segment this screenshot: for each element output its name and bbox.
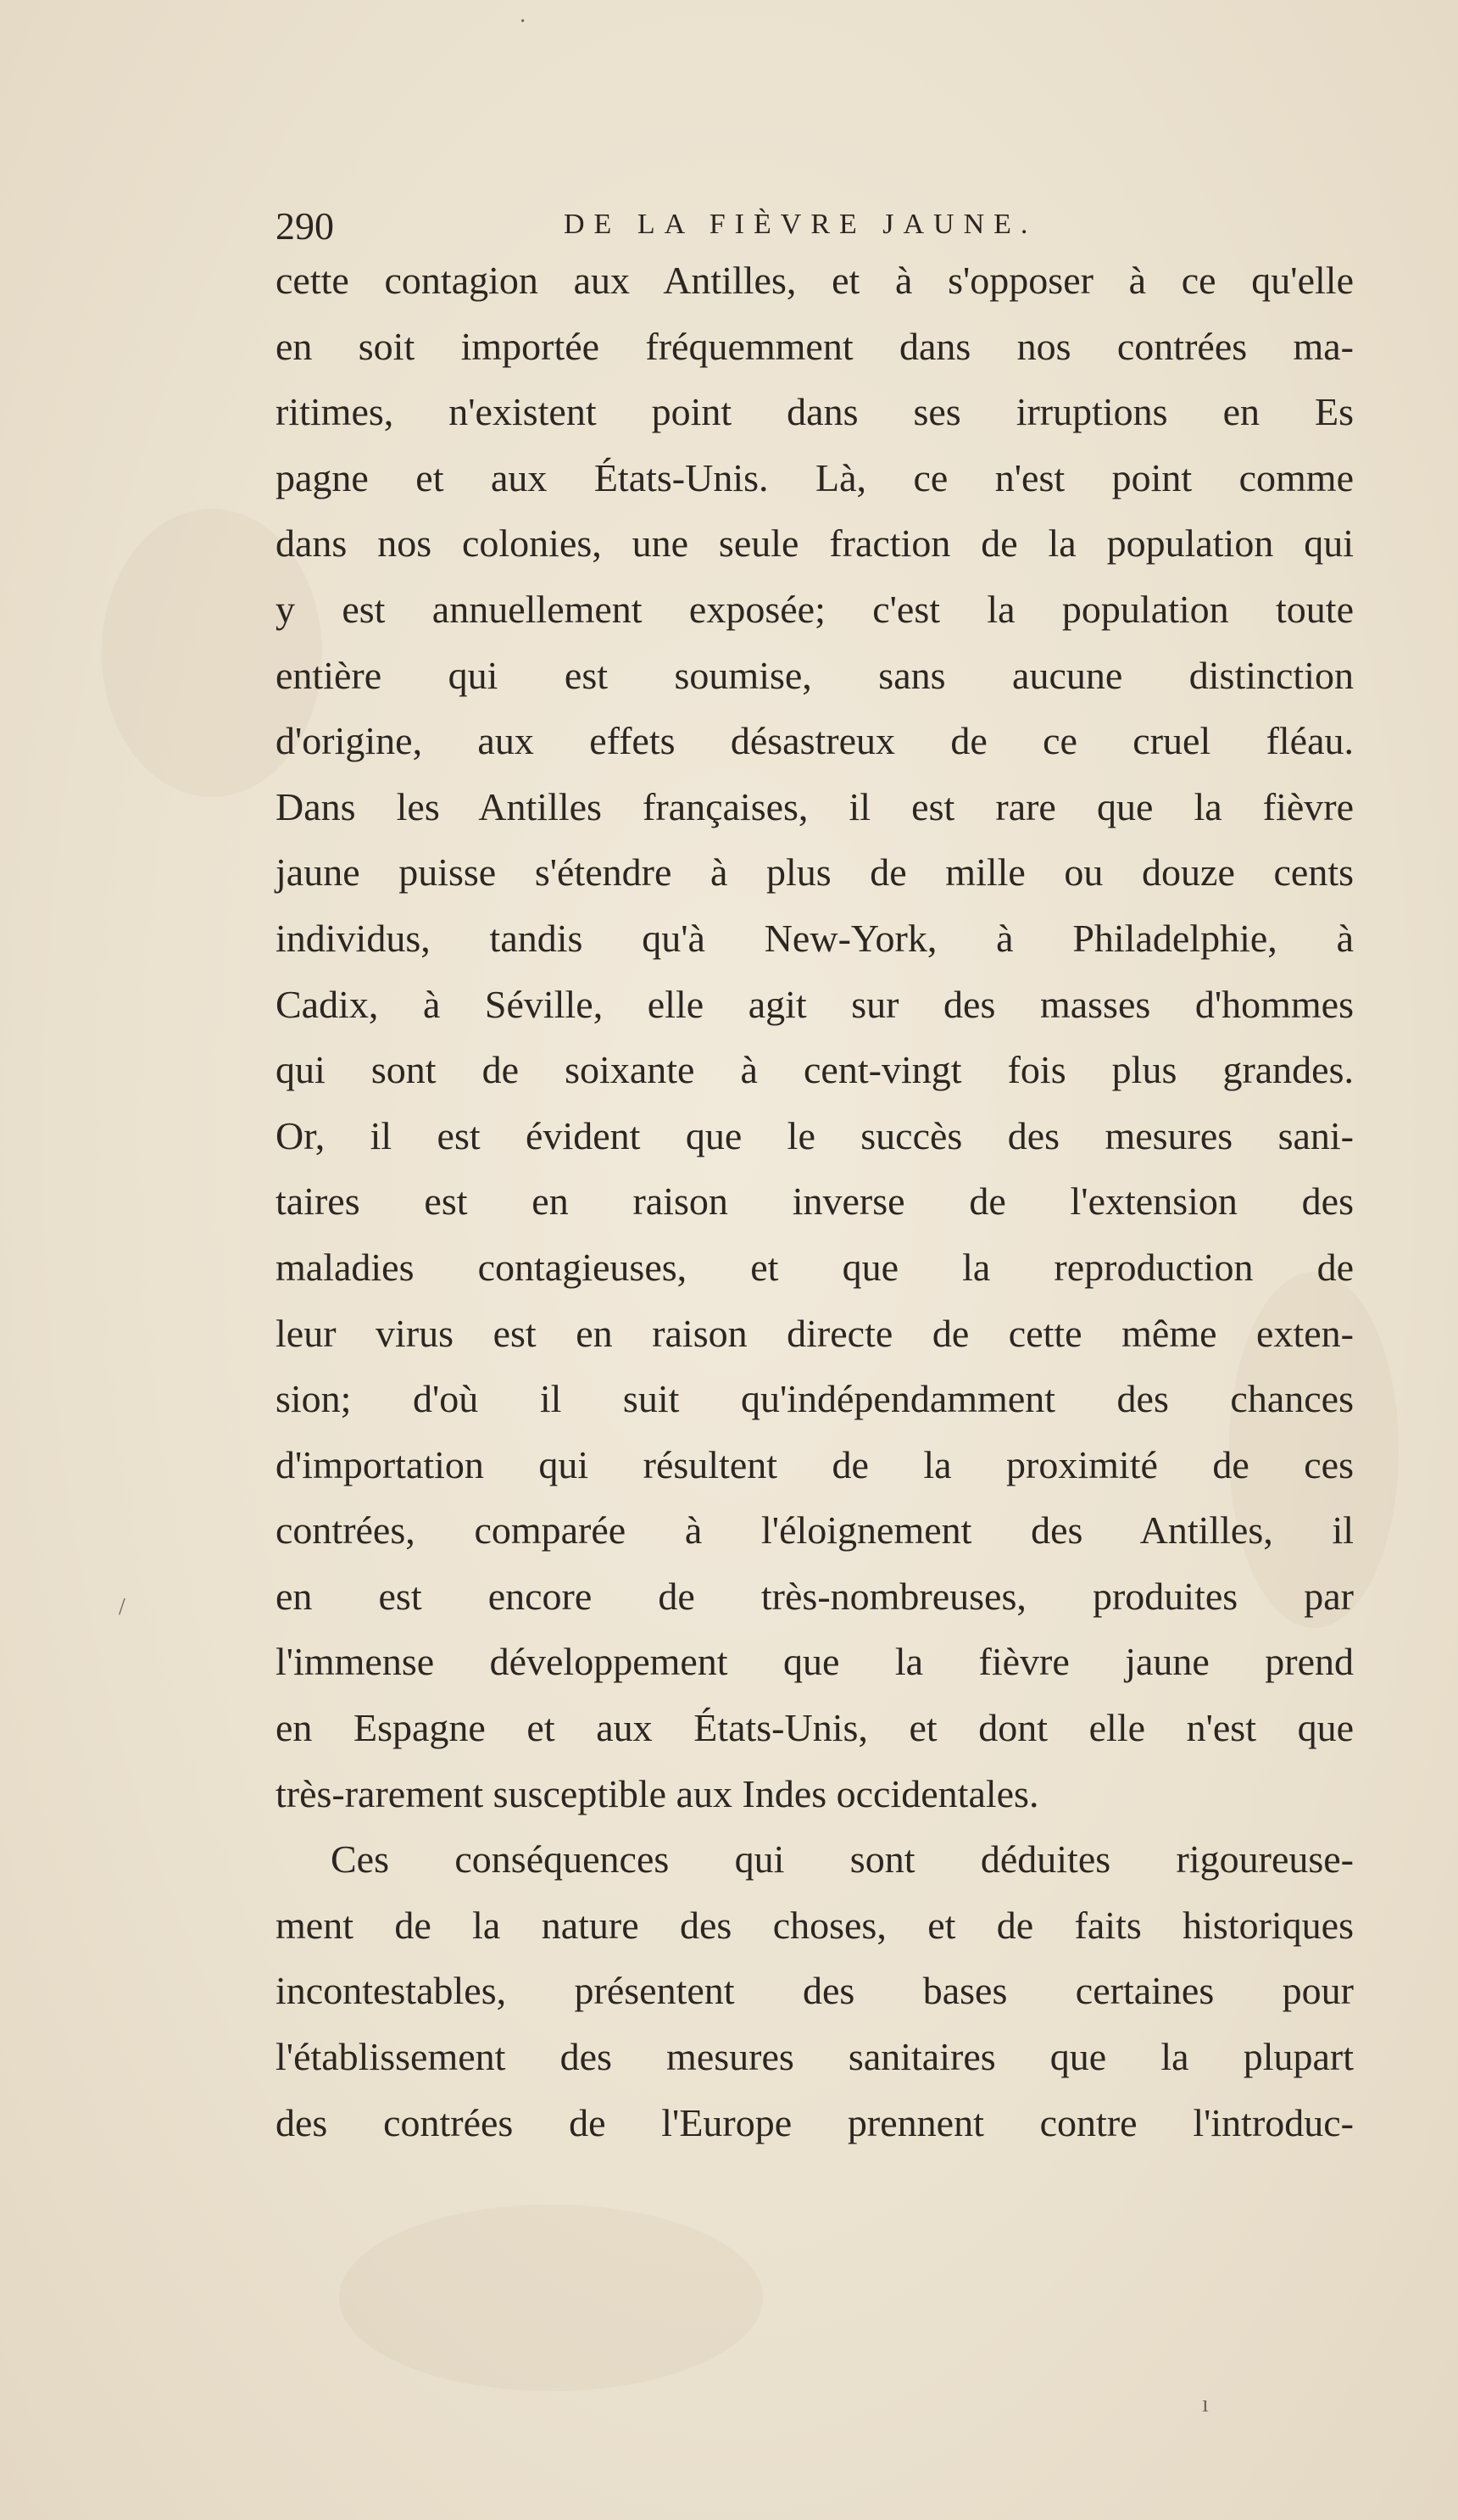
text-line: contrées, comparée à l'éloignement des Antilles, il xyxy=(275,1508,1354,1553)
page-speck: ı xyxy=(1202,2391,1209,2417)
page-number: 290 xyxy=(275,204,334,248)
text-line: Or, il est évident que le succès des mesures sani- xyxy=(275,1113,1354,1157)
text-line: des contrées de l'Europe prennent contre l'introduc- xyxy=(275,2100,1354,2144)
text-line: incontestables, présentent des bases certaines pour xyxy=(275,1969,1354,2013)
running-head: DE LA FIÈVRE JAUNE. xyxy=(564,209,1038,240)
text-line: cette contagion aux Antilles, et à s'opposer à ce qu'elle xyxy=(275,259,1354,302)
text-line: individus, tandis qu'à New-York, à Philadelphie, à xyxy=(275,916,1354,960)
text-line: d'origine, aux effets désastreux de ce cruel fléau. xyxy=(275,719,1354,763)
text-line: très-rarement susceptible aux Indes occidentales. xyxy=(275,1771,1039,1815)
page-speck: / xyxy=(119,1594,125,1620)
text-line: sion; d'où il suit qu'indépendamment des chances xyxy=(275,1377,1354,1421)
text-line: qui sont de soixante à cent-vingt fois plus grandes. xyxy=(275,1048,1354,1092)
page-speck: · xyxy=(519,8,527,35)
text-line: entière qui est soumise, sans aucune distinction xyxy=(275,653,1354,697)
text-line: en Espagne et aux États-Unis, et dont elle n'est que xyxy=(275,1706,1354,1750)
text-line: ritimes, n'existent point dans ses irruptions en Es xyxy=(275,390,1354,434)
text-line: jaune puisse s'étendre à plus de mille ou douze cents xyxy=(275,850,1354,895)
text-line: dans nos colonies, une seule fraction de la population qui xyxy=(275,521,1354,566)
text-line: d'importation qui résultent de la proximité de ces xyxy=(275,1442,1354,1486)
page-header xyxy=(275,203,1369,254)
text-line: en est encore de très-nombreuses, produites par xyxy=(275,1574,1354,1618)
text-line: ment de la nature des choses, et de faits historiques xyxy=(275,1903,1354,1947)
text-line: l'immense développement que la fièvre jaune prend xyxy=(275,1640,1354,1684)
text-line: Cadix, à Séville, elle agit sur des masses d'hommes xyxy=(275,982,1354,1026)
text-line: taires est en raison inverse de l'extension des xyxy=(275,1179,1354,1224)
text-line: en soit importée fréquemment dans nos contrées ma- xyxy=(275,324,1354,368)
paper-stain xyxy=(339,2205,763,2391)
body-text xyxy=(275,248,1354,2155)
text-line: Dans les Antilles françaises, il est rare que la fièvre xyxy=(275,784,1354,828)
text-line: leur virus est en raison directe de cette même exten- xyxy=(275,1311,1354,1355)
text-line: Ces conséquences qui sont déduites rigoureuse- xyxy=(331,1837,1354,1882)
text-line: l'établissement des mesures sanitaires que la plupart xyxy=(275,2035,1354,2079)
text-line: pagne et aux États-Unis. Là, ce n'est point comme xyxy=(275,455,1354,499)
text-line: maladies contagieuses, et que la reproduction de xyxy=(275,1245,1354,1289)
text-line: y est annuellement exposée; c'est la population toute xyxy=(275,587,1354,631)
